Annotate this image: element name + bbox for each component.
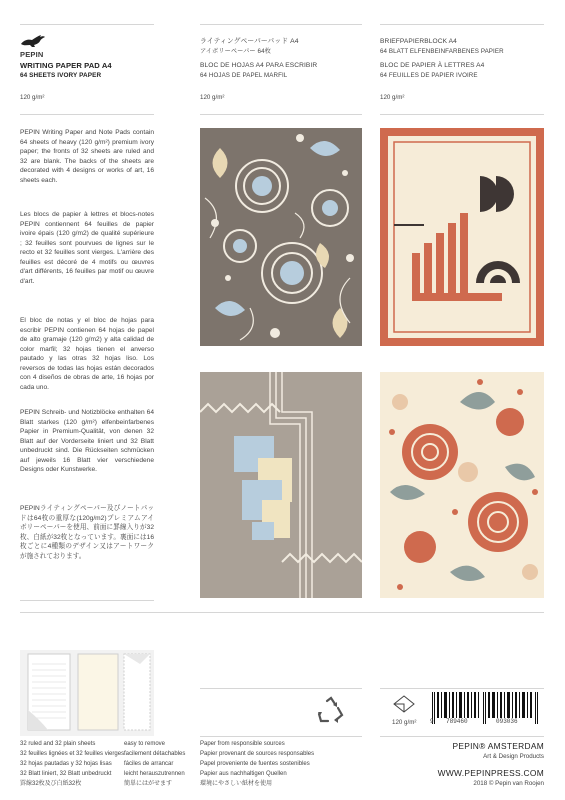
removal-fr: facilement détachables <box>124 751 186 757</box>
barcode-digits-left: 789460 <box>446 718 468 725</box>
top-rule-2 <box>200 24 362 25</box>
brand-tagline: Art & Design Products <box>483 753 544 760</box>
barcode-rule-bottom <box>380 736 544 737</box>
description-en: PEPIN Writing Paper and Note Pads contain 64 sheets of heavy (120 g/m²) premium ivory paper; the fronts of 32 sheets are ruled and 32 are blank. The backs of the sheets are decorated with 4 designs or works of art, 16 sheets each. <box>20 129 154 184</box>
website-link[interactable]: WWW.PEPINPRESS.COM <box>437 768 544 778</box>
removal-en: easy to remove <box>124 741 166 747</box>
art-deco-artwork-ivory <box>380 128 544 346</box>
brand-name: PEPIN® AMSTERDAM <box>452 741 544 751</box>
feature-fr: 32 feuilles lignées et 32 feuilles vierges <box>20 751 125 757</box>
removal-es: fáciles de arrancar <box>124 761 174 767</box>
eco-rule-top <box>200 688 362 689</box>
hare-logo-icon <box>20 34 46 48</box>
paper-weight-3: 120 g/m² <box>380 94 405 101</box>
barcode-digits-right: 093036 <box>496 718 518 725</box>
barcode-digit-prefix: 9 <box>430 718 434 725</box>
feature-en: 32 ruled and 32 plain sheets <box>20 741 96 747</box>
top-rule-1 <box>20 24 154 25</box>
feature-es: 32 hojas pautadas y 32 hojas lisas <box>20 761 112 767</box>
eco-statements <box>200 740 314 789</box>
header-rule-1 <box>20 114 154 115</box>
removal-ja: 簡単にはがせます <box>124 781 173 787</box>
removal-de: leicht herauszutrennen <box>124 771 185 777</box>
barcode-paper-weight: 120 g/m² <box>392 719 417 726</box>
header-rule-3 <box>380 114 544 115</box>
eco-de: Papier aus nachhaltigen Quellen <box>200 771 287 777</box>
features-list-removal <box>124 740 185 789</box>
subtitle-ja: アイボリーペーパー 64枚 <box>200 48 271 55</box>
title-de: BRIEFPAPIERBLOCK A4 <box>380 38 457 45</box>
subtitle-de: 64 BLATT ELFENBEINFARBENES PAPIER <box>380 48 504 55</box>
eco-fr: Papier provenant de sources responsables <box>200 751 315 757</box>
title-es: BLOC DE HOJAS A4 PARA ESCRIBIR <box>200 62 318 69</box>
header-rule-2 <box>200 114 362 115</box>
description-fr: Les blocs de papier à lettres et blocs-notes PEPIN contiennent 64 feuilles de papier ivoire épais (120 g/m2) de qualité supérieure ; 32 feuilles sont pourvues de lignes sur le recto et 32 feuilles sont vierges. L'arrière des feuilles est décoré de 4 motifs ou œuvres d'art différents, 16 feuilles par motif ou œuvre d'art. <box>20 211 154 285</box>
eco-en: Paper from responsible sources <box>200 741 285 747</box>
eco-es: Papel proveniente de fuentes sostenibles <box>200 761 310 767</box>
bottom-top-rule <box>20 612 544 613</box>
copyright: 2018 © Pepin van Roojen <box>473 780 544 787</box>
logo-wordmark: PEPIN <box>20 50 44 59</box>
paper-weight-2: 120 g/m² <box>200 94 225 101</box>
description-de: PEPIN Schreib- und Notizblöcke enthalten 64 Blatt starkes (120 g/m²) elfenbeinfarbenes Papier in Premium-Qualität, von denen 32 Blatt auf der Vorderseite liniert und 32 Blatt unbedruckt sind. Die Rückseiten schmücken auf jeweils 16 Blatt vier verschiedene Designs oder Kunstwerke. <box>20 409 154 474</box>
barcode-rule-top <box>380 688 544 689</box>
eco-ja: 環境にやさしい紙材を使用 <box>200 781 273 787</box>
eco-rule-bottom <box>200 736 362 737</box>
product-title: WRITING PAPER PAD A4 <box>20 61 112 70</box>
subtitle-fr: 64 FEUILLES DE PAPIER IVOIRE <box>380 72 478 79</box>
top-rule-3 <box>380 24 544 25</box>
feature-de: 32 Blatt liniert, 32 Blatt unbedruckt <box>20 771 112 777</box>
recycle-icon <box>316 696 346 724</box>
product-subtitle: 64 SHEETS IVORY PAPER <box>20 72 102 79</box>
subtitle-es: 64 HOJAS DE PAPEL MARFIL <box>200 72 288 79</box>
feature-ja: 罫線32枚及び白紙32枚 <box>20 781 82 787</box>
paper-sheets-illustration <box>20 650 154 736</box>
geometric-artwork-sand <box>200 372 362 598</box>
title-fr: BLOC DE PAPIER À LETTRES A4 <box>380 62 485 69</box>
description-ja: PEPINライティングペーパー及びノートパッドは64枚の重厚な(120g/m2)プレミアムアイボリーペーパーを使用、前面に罫線入りが32枚、白紙が32枚となっています。裏面には16枚ごとに4種類のデザイン又はアートワークが施されております。 <box>20 505 154 560</box>
title-ja: ライティングペーパーパッド A4 <box>200 38 299 45</box>
description-es: El bloc de notas y el bloc de hojas para escribir PEPIN contienen 64 hojas de papel de alto gramaje (120 g/m2) y alta calidad de color marfil; 32 hojas tienen el anverso pautado y las otras 32 hojas liso. Los reversos de todas las hojas están decorados con 4 diseños de obras de arte, 16 hojas por cada uno. <box>20 317 154 391</box>
paper-weight-1: 120 g/m² <box>20 94 45 101</box>
features-list-sheets <box>20 740 124 789</box>
floral-artwork-taupe <box>200 128 362 346</box>
paper-fold-icon <box>392 694 416 714</box>
text-end-rule <box>20 600 154 601</box>
floral-artwork-ivory <box>380 372 544 598</box>
